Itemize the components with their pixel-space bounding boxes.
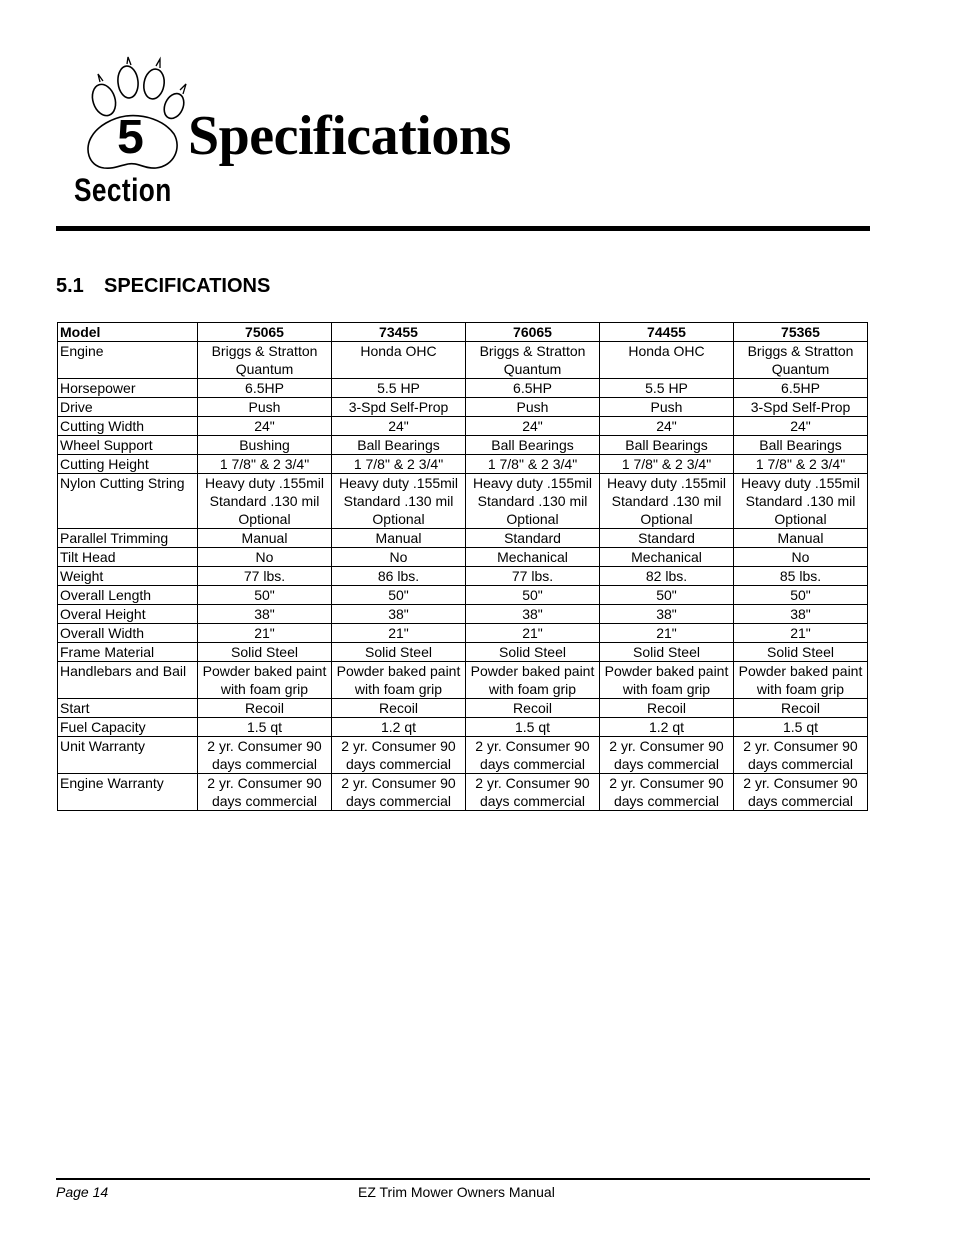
cell-text: Push <box>650 399 683 415</box>
table-cell <box>600 474 734 529</box>
table-cell <box>734 774 868 811</box>
table-cell <box>734 605 868 624</box>
cell-text: Ball Bearings <box>759 437 842 453</box>
cell-text: 21" <box>254 625 275 641</box>
table-cell <box>466 718 600 737</box>
cell-text: days commercial <box>345 793 452 809</box>
cell-text: 1 7/8" & 2 3/4" <box>621 456 712 472</box>
table-cell <box>734 436 868 455</box>
cell-text: Powder baked paint <box>604 663 729 679</box>
table-row <box>58 455 868 474</box>
cell-text: Honda OHC <box>628 343 705 359</box>
table-cell <box>332 436 466 455</box>
row-label: Engine <box>58 342 198 379</box>
table-cell <box>466 436 600 455</box>
cell-text: 2 yr. Consumer 90 <box>475 775 590 791</box>
row-label: Weight <box>58 567 198 586</box>
cell-text: Heavy duty .155mil <box>472 475 593 491</box>
column-header: 75365 <box>734 323 868 342</box>
cell-text: 24" <box>790 418 811 434</box>
table-cell <box>734 529 868 548</box>
table-row <box>58 436 868 455</box>
cell-text: Briggs & Stratton <box>211 343 318 359</box>
cell-text: 24" <box>254 418 275 434</box>
row-label: Parallel Trimming <box>58 529 198 548</box>
cell-text: Ball Bearings <box>491 437 574 453</box>
section-label: Section <box>74 172 172 208</box>
row-label: Nylon Cutting String <box>58 474 198 529</box>
cell-text: Heavy duty .155mil <box>606 475 727 491</box>
table-cell <box>198 474 332 529</box>
cell-text: 3-Spd Self-Prop <box>348 399 449 415</box>
specifications-table <box>57 322 868 811</box>
cell-text: Manual <box>241 530 288 546</box>
table-cell <box>198 398 332 417</box>
page-title: Specifications <box>188 105 511 167</box>
column-header: 73455 <box>332 323 466 342</box>
table-row <box>58 605 868 624</box>
table-cell <box>600 436 734 455</box>
cell-text: Optional <box>774 511 827 527</box>
cell-text: Solid Steel <box>365 644 432 660</box>
cell-text: 1.5 qt <box>782 719 819 735</box>
table-cell <box>600 417 734 436</box>
table-cell <box>600 548 734 567</box>
table-cell <box>734 548 868 567</box>
table-cell <box>600 379 734 398</box>
footer-divider <box>56 1178 870 1180</box>
cell-text: 1 7/8" & 2 3/4" <box>353 456 444 472</box>
table-cell <box>600 643 734 662</box>
cell-text: days commercial <box>613 756 720 772</box>
subsection-number: 5.1 <box>56 275 84 297</box>
table-cell <box>734 455 868 474</box>
table-row <box>58 417 868 436</box>
cell-text: days commercial <box>479 793 586 809</box>
table-cell <box>600 342 734 379</box>
table-cell <box>466 379 600 398</box>
table-cell <box>332 548 466 567</box>
table-cell <box>198 643 332 662</box>
cell-text: Standard <box>638 530 695 546</box>
cell-text: with foam grip <box>354 681 443 697</box>
table-cell <box>332 398 466 417</box>
table-cell <box>466 398 600 417</box>
cell-text: 1.2 qt <box>648 719 685 735</box>
table-row <box>58 474 868 529</box>
table-cell <box>332 379 466 398</box>
cell-text: 5.5 HP <box>645 380 688 396</box>
table-cell <box>466 474 600 529</box>
cell-text: 2 yr. Consumer 90 <box>743 775 858 791</box>
cell-text: Solid Steel <box>499 644 566 660</box>
cell-text: 3-Spd Self-Prop <box>750 399 851 415</box>
cell-text: Honda OHC <box>360 343 437 359</box>
table-cell <box>734 662 868 699</box>
cell-text: 2 yr. Consumer 90 <box>207 738 322 754</box>
cell-text: Heavy duty .155mil <box>338 475 459 491</box>
cell-text: Quantum <box>771 361 830 377</box>
table-cell <box>600 529 734 548</box>
cell-text: Optional <box>506 511 559 527</box>
table-cell <box>466 624 600 643</box>
cell-text: with foam grip <box>622 681 711 697</box>
table-cell <box>332 662 466 699</box>
cell-text: Bushing <box>239 437 290 453</box>
cell-text: Optional <box>372 511 425 527</box>
table-cell <box>198 379 332 398</box>
table-row <box>58 774 868 811</box>
table-row <box>58 398 868 417</box>
table-cell <box>600 718 734 737</box>
table-cell <box>332 718 466 737</box>
table-cell <box>600 662 734 699</box>
cell-text: days commercial <box>345 756 452 772</box>
table-cell <box>734 718 868 737</box>
cell-text: Heavy duty .155mil <box>740 475 861 491</box>
table-cell <box>198 737 332 774</box>
cell-text: Recoil <box>513 700 552 716</box>
table-row <box>58 718 868 737</box>
cell-text: 21" <box>790 625 811 641</box>
cell-text: 50" <box>254 587 275 603</box>
table-cell <box>332 567 466 586</box>
table-cell <box>332 586 466 605</box>
table-cell <box>466 643 600 662</box>
cell-text: Recoil <box>647 700 686 716</box>
table-cell <box>466 605 600 624</box>
table-cell <box>198 662 332 699</box>
table-cell <box>332 774 466 811</box>
cell-text: 1.2 qt <box>380 719 417 735</box>
table-cell <box>600 774 734 811</box>
cell-text: 6.5HP <box>513 380 552 396</box>
cell-text: Standard .130 mil <box>477 493 588 509</box>
table-cell <box>466 567 600 586</box>
cell-text: 2 yr. Consumer 90 <box>609 738 724 754</box>
row-label: Start <box>58 699 198 718</box>
table-cell <box>332 699 466 718</box>
table-cell <box>466 529 600 548</box>
cell-text: with foam grip <box>220 681 309 697</box>
cell-text: 38" <box>656 606 677 622</box>
table-cell <box>734 699 868 718</box>
table-cell <box>198 567 332 586</box>
table-body <box>58 342 868 811</box>
table-cell <box>734 417 868 436</box>
cell-text: No <box>389 549 408 565</box>
cell-text: Optional <box>640 511 693 527</box>
cell-text: Powder baked paint <box>738 663 863 679</box>
cell-text: 2 yr. Consumer 90 <box>475 738 590 754</box>
cell-text: Ball Bearings <box>625 437 708 453</box>
table-row <box>58 737 868 774</box>
cell-text: 1.5 qt <box>246 719 283 735</box>
cell-text: 38" <box>522 606 543 622</box>
table-cell <box>332 624 466 643</box>
table-cell <box>198 529 332 548</box>
table-cell <box>734 624 868 643</box>
table-cell <box>198 342 332 379</box>
row-label: Overall Width <box>58 624 198 643</box>
cell-text: 2 yr. Consumer 90 <box>207 775 322 791</box>
cell-text: Briggs & Stratton <box>479 343 586 359</box>
table-cell <box>600 699 734 718</box>
cell-text: days commercial <box>747 756 854 772</box>
cell-text: 6.5HP <box>245 380 284 396</box>
cell-text: Manual <box>375 530 422 546</box>
cell-text: Mechanical <box>631 549 702 565</box>
cell-text: days commercial <box>613 793 720 809</box>
cell-text: Standard .130 mil <box>343 493 454 509</box>
cell-text: 77 lbs. <box>243 568 286 584</box>
manual-title: EZ Trim Mower Owners Manual <box>358 1184 555 1200</box>
table-cell <box>734 379 868 398</box>
table-cell <box>332 529 466 548</box>
cell-text: 24" <box>522 418 543 434</box>
table-row <box>58 624 868 643</box>
row-label: Overall Length <box>58 586 198 605</box>
row-label: Cutting Height <box>58 455 198 474</box>
cell-text: 1 7/8" & 2 3/4" <box>219 456 310 472</box>
cell-text: 1 7/8" & 2 3/4" <box>487 456 578 472</box>
cell-text: Heavy duty .155mil <box>204 475 325 491</box>
row-label: Frame Material <box>58 643 198 662</box>
section-header <box>56 56 870 216</box>
cell-text: 6.5HP <box>781 380 820 396</box>
column-header: 75065 <box>198 323 332 342</box>
table-cell <box>734 567 868 586</box>
table-row <box>58 699 868 718</box>
cell-text: 82 lbs. <box>645 568 688 584</box>
table-row <box>58 662 868 699</box>
subsection-title: SPECIFICATIONS <box>104 275 271 297</box>
table-cell <box>466 455 600 474</box>
row-label: Overal Height <box>58 605 198 624</box>
table-cell <box>600 398 734 417</box>
table-cell <box>332 737 466 774</box>
column-header: Model <box>58 323 198 342</box>
section-number: 5 <box>117 111 143 164</box>
row-label: Tilt Head <box>58 548 198 567</box>
cell-text: 21" <box>522 625 543 641</box>
cell-text: 50" <box>656 587 677 603</box>
table-cell <box>198 417 332 436</box>
cell-text: 24" <box>656 418 677 434</box>
table-row <box>58 643 868 662</box>
table-row <box>58 567 868 586</box>
table-cell <box>734 643 868 662</box>
page-number: Page 14 <box>56 1184 109 1200</box>
cell-text: 2 yr. Consumer 90 <box>341 738 456 754</box>
table-cell <box>466 548 600 567</box>
table-cell <box>198 548 332 567</box>
table-cell <box>600 455 734 474</box>
table-cell <box>198 455 332 474</box>
table-cell <box>734 737 868 774</box>
row-label: Engine Warranty <box>58 774 198 811</box>
table-cell <box>332 605 466 624</box>
cell-text: days commercial <box>211 756 318 772</box>
table-cell <box>466 586 600 605</box>
table-row <box>58 342 868 379</box>
row-label: Handlebars and Bail <box>58 662 198 699</box>
cell-text: Briggs & Stratton <box>747 343 854 359</box>
cell-text: Manual <box>777 530 824 546</box>
cell-text: days commercial <box>747 793 854 809</box>
row-label: Cutting Width <box>58 417 198 436</box>
cell-text: Mechanical <box>497 549 568 565</box>
table-cell <box>198 586 332 605</box>
table-cell <box>332 455 466 474</box>
cell-text: No <box>255 549 274 565</box>
row-label: Drive <box>58 398 198 417</box>
cell-text: 2 yr. Consumer 90 <box>341 775 456 791</box>
table-cell <box>198 605 332 624</box>
table-cell <box>332 417 466 436</box>
cell-text: Solid Steel <box>767 644 834 660</box>
table-cell <box>198 699 332 718</box>
cell-text: No <box>791 549 810 565</box>
cell-text: days commercial <box>211 793 318 809</box>
table-row <box>58 586 868 605</box>
cell-text: Quantum <box>503 361 562 377</box>
table-cell <box>600 605 734 624</box>
cell-text: 86 lbs. <box>377 568 420 584</box>
cell-text: Recoil <box>379 700 418 716</box>
cell-text: with foam grip <box>756 681 845 697</box>
table-row <box>58 529 868 548</box>
table-row <box>58 548 868 567</box>
cell-text: 1 7/8" & 2 3/4" <box>755 456 846 472</box>
cell-text: 38" <box>388 606 409 622</box>
cell-text: 38" <box>254 606 275 622</box>
table-cell <box>466 699 600 718</box>
table-cell <box>332 643 466 662</box>
cell-text: Solid Steel <box>231 644 298 660</box>
table-cell <box>600 586 734 605</box>
cell-text: Standard .130 mil <box>745 493 856 509</box>
table-cell <box>466 737 600 774</box>
table-cell <box>198 774 332 811</box>
table-cell <box>198 624 332 643</box>
cell-text: 50" <box>388 587 409 603</box>
table-cell <box>734 342 868 379</box>
cell-text: 5.5 HP <box>377 380 420 396</box>
cell-text: Push <box>516 399 549 415</box>
table-cell <box>332 342 466 379</box>
cell-text: Standard .130 mil <box>611 493 722 509</box>
cell-text: 2 yr. Consumer 90 <box>609 775 724 791</box>
header-divider <box>56 226 870 231</box>
column-header: 76065 <box>466 323 600 342</box>
table-cell <box>734 398 868 417</box>
table-cell <box>734 474 868 529</box>
cell-text: 50" <box>522 587 543 603</box>
cell-text: Standard .130 mil <box>209 493 320 509</box>
table-cell <box>198 436 332 455</box>
cell-text: Optional <box>238 511 291 527</box>
cell-text: Recoil <box>245 700 284 716</box>
table-cell <box>600 624 734 643</box>
cell-text: 21" <box>388 625 409 641</box>
table-cell <box>198 718 332 737</box>
row-label: Horsepower <box>58 379 198 398</box>
table-cell <box>734 586 868 605</box>
cell-text: 38" <box>790 606 811 622</box>
row-label: Wheel Support <box>58 436 198 455</box>
cell-text: 1.5 qt <box>514 719 551 735</box>
cell-text: 77 lbs. <box>511 568 554 584</box>
cell-text: Ball Bearings <box>357 437 440 453</box>
column-header: 74455 <box>600 323 734 342</box>
cell-text: Quantum <box>235 361 294 377</box>
subsection-heading <box>56 274 270 298</box>
table-row <box>58 379 868 398</box>
cell-text: Push <box>248 399 281 415</box>
table-cell <box>466 774 600 811</box>
cell-text: 24" <box>388 418 409 434</box>
cell-text: 2 yr. Consumer 90 <box>743 738 858 754</box>
cell-text: Solid Steel <box>633 644 700 660</box>
table-cell <box>466 417 600 436</box>
row-label: Fuel Capacity <box>58 718 198 737</box>
cell-text: Standard <box>504 530 561 546</box>
cell-text: Powder baked paint <box>336 663 461 679</box>
row-label: Unit Warranty <box>58 737 198 774</box>
cell-text: 85 lbs. <box>779 568 822 584</box>
table-cell <box>600 737 734 774</box>
cell-text: 50" <box>790 587 811 603</box>
cell-text: Powder baked paint <box>470 663 595 679</box>
table-cell <box>466 342 600 379</box>
table-cell <box>332 474 466 529</box>
cell-text: Powder baked paint <box>202 663 327 679</box>
cell-text: days commercial <box>479 756 586 772</box>
table-cell <box>466 662 600 699</box>
cell-text: 21" <box>656 625 677 641</box>
cell-text: Recoil <box>781 700 820 716</box>
cell-text: with foam grip <box>488 681 577 697</box>
table-cell <box>600 567 734 586</box>
table-header-row <box>58 323 868 342</box>
